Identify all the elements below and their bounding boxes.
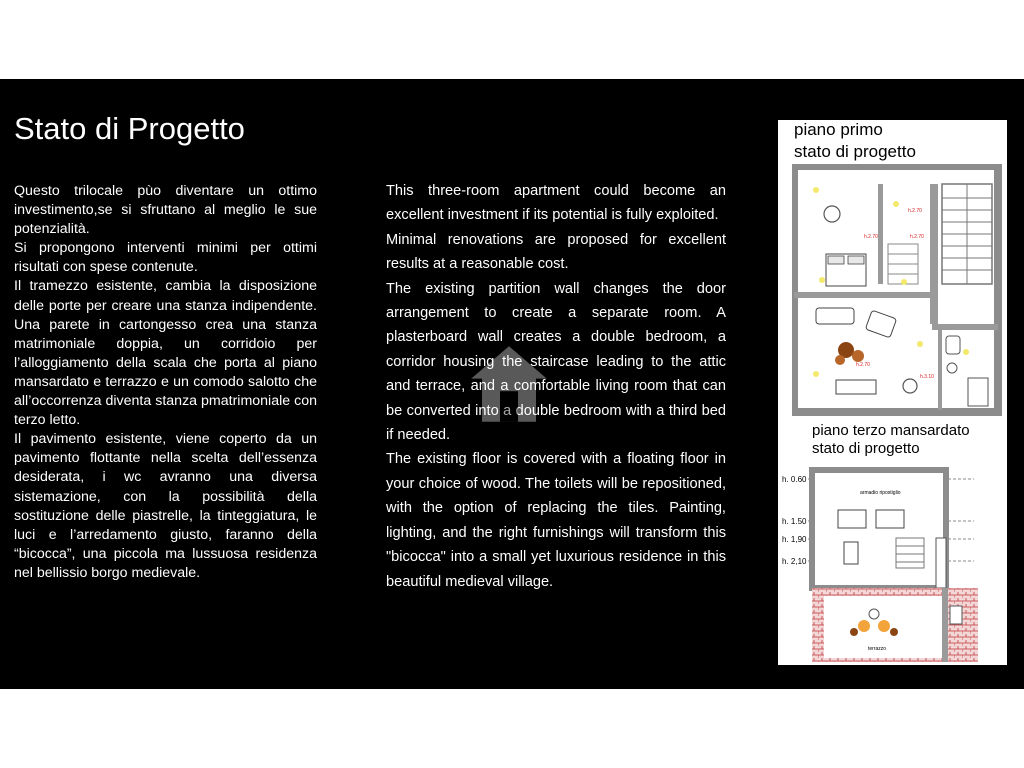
first-floor-title: piano primo	[794, 120, 883, 139]
italian-paragraph: Questo trilocale pùo diventare un ottimo investimento,se si sfruttano al meglio le sue potenzialità.	[14, 183, 317, 238]
home-watermark-icon	[464, 339, 554, 429]
plan-height-label: h.2.70	[864, 234, 878, 240]
attic-floor-title: piano terzo mansardato	[812, 422, 970, 439]
height-marker: h. 1,90	[782, 535, 807, 544]
italian-paragraph: Il pavimento esistente, viene coperto da un pavimento flottante nella scelta dell’essenza desiderata, i wc avranno una diversa sistemazione, con la possibilità della sostituzione delle piastrelle, la tinteggiatura, le luci e l’arredamento giusto, faranno della “bicocca”, una piccola ma lussuosa residenza nel bellissio borgo medievale.	[14, 431, 317, 581]
italian-paragraph: Si propongono interventi minimi per ottimi risultati con spese contenute.	[14, 240, 317, 276]
height-marker: h. 0.60	[782, 475, 807, 484]
height-marker: h. 1.50	[782, 517, 807, 526]
english-paragraph: Minimal renovations are proposed for excellent results at a reasonable cost.	[386, 231, 726, 273]
attic-floor-plan	[778, 466, 1007, 665]
height-marker: h. 2,10	[782, 557, 807, 566]
slide	[0, 79, 1024, 689]
italian-paragraph: Il tramezzo esistente, cambia la disposizione delle porte per creare una stanza indipendente. Una parete in cartongesso crea una stanza matrimoniale doppia, un corridoio per l’alloggiamento della scala che porta al piano mansardato e terrazzo e un comodo salotto che all’occorrenza diventa stanza pmatrimoniale con terzo letto.	[14, 278, 317, 429]
english-paragraph: This three-room apartment could become an excellent investment if its potential is fully exploited.	[386, 183, 726, 224]
plan-height-label: h.3.10	[920, 374, 934, 380]
plan-height-label: h.2.70	[910, 234, 924, 240]
plan-height-label: h.2.70	[856, 362, 870, 368]
italian-description	[14, 182, 317, 583]
first-floor-plan	[792, 164, 1002, 416]
attic-floor-subtitle: stato di progetto	[812, 440, 920, 457]
plan-height-label: h.2.70	[908, 208, 922, 214]
english-description	[386, 179, 726, 594]
terrace-label: terrazzo	[868, 646, 887, 652]
slide-title: Stato di Progetto	[14, 111, 245, 146]
first-floor-subtitle: stato di progetto	[794, 142, 916, 161]
attic-room-label: armadio ripostiglio	[860, 490, 901, 496]
english-paragraph: The existing partition wall changes the door arrangement to create a separate room. A plasterboard wall creates a double bedroom, a corridor housing the staircase leading to the attic and terrace, and a comfortable living room that can be converted into a double bedroom with a third bed if needed.	[386, 280, 726, 444]
floor-plan-image	[778, 120, 1007, 665]
english-paragraph: The existing floor is covered with a floating floor in your choice of wood. The toilets will be repositioned, with the option of replacing the tiles. Painting, lighting, and the right furnishings will transform this "bicocca" into a small yet luxurious residence in this beautiful medieval village.	[386, 451, 726, 590]
